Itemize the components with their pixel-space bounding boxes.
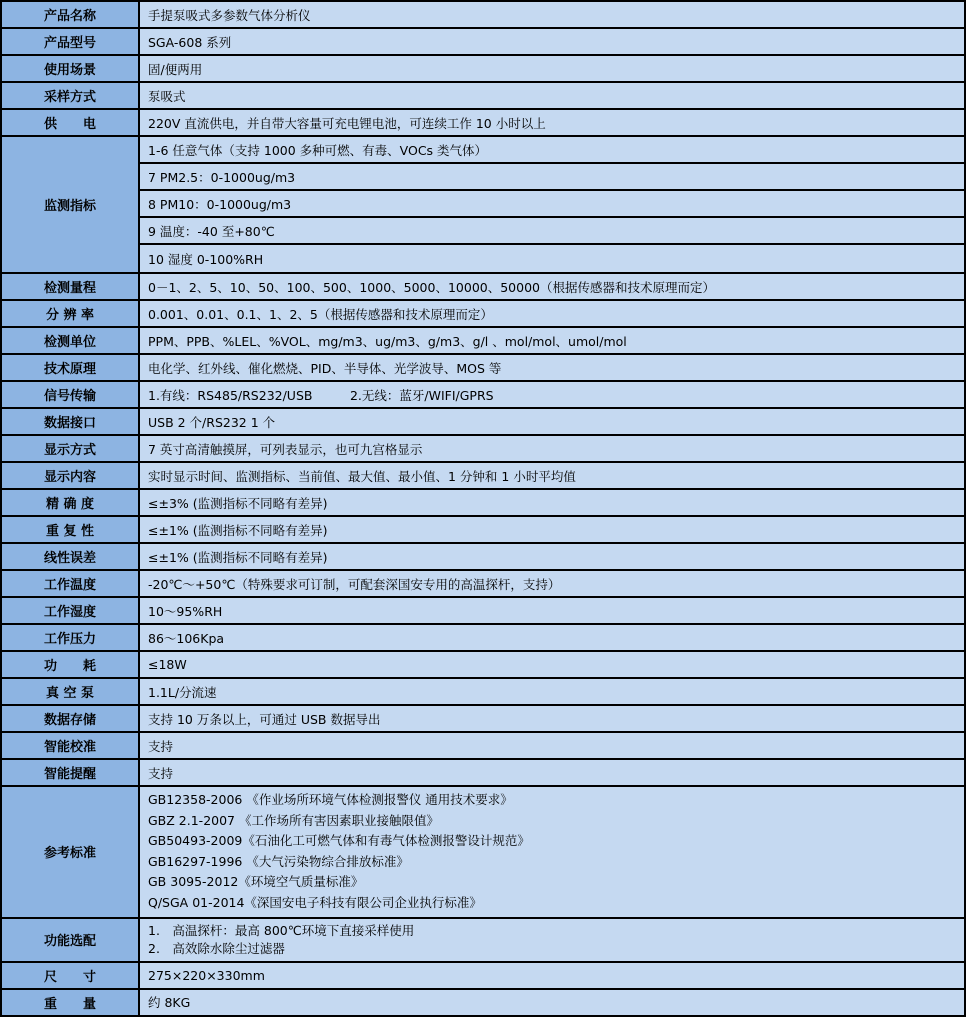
- row-value-area: [140, 301, 964, 326]
- row-value: 手提泵吸式多参数气体分析仪: [148, 7, 311, 23]
- row-value-area: [140, 760, 964, 785]
- row-value-area: [140, 787, 964, 917]
- table-row: [2, 29, 964, 56]
- table-row: [2, 733, 964, 760]
- table-row: [2, 83, 964, 110]
- row-value-area: [140, 679, 964, 704]
- table-row: [2, 652, 964, 679]
- row-value: 0.001、0.01、0.1、1、2、5（根据传感器和技术原理而定）: [148, 306, 493, 322]
- row-value-area: [140, 355, 964, 380]
- table-row: [2, 598, 964, 625]
- table-row: [2, 517, 964, 544]
- row-value: ≤±1% (监测指标不同略有差异): [148, 549, 328, 565]
- row-label: 产品型号: [2, 29, 140, 54]
- row-label: 真 空 泵: [2, 679, 140, 704]
- row-value: ≤18W: [148, 657, 187, 672]
- table-row: [2, 436, 964, 463]
- table-row: [2, 463, 964, 490]
- row-value-line: GB50493-2009《石油化工可燃气体和有毒气体检测报警设计规范》: [148, 833, 530, 849]
- table-row: [2, 963, 964, 990]
- row-label: 数据存储: [2, 706, 140, 731]
- table-row: [2, 760, 964, 787]
- row-label: 智能校准: [2, 733, 140, 758]
- row-value-area: [140, 2, 964, 27]
- table-row: [2, 355, 964, 382]
- row-value-line: GBZ 2.1-2007 《工作场所有害因素职业接触限值》: [148, 812, 439, 828]
- row-value: 电化学、红外线、催化燃烧、PID、半导体、光学波导、MOS 等: [148, 360, 502, 376]
- row-value: 1.1L/分流速: [148, 684, 217, 700]
- row-label: 信号传输: [2, 382, 140, 407]
- row-label: 功 耗: [2, 652, 140, 677]
- row-value: 约 8KG: [148, 995, 191, 1011]
- table-row: [2, 990, 964, 1017]
- row-label: 数据接口: [2, 409, 140, 434]
- row-label: 使用场景: [2, 56, 140, 81]
- row-value-line: Q/SGA 01-2014《深国安电子科技有限公司企业执行标准》: [148, 894, 482, 910]
- table-row: [2, 137, 964, 274]
- row-label: 重 量: [2, 990, 140, 1015]
- row-value-area: [140, 56, 964, 81]
- table-row: [2, 544, 964, 571]
- row-value-area: [140, 517, 964, 542]
- row-value: 1.有线：RS485/RS232/USB 2.无线：蓝牙/WIFI/GPRS: [148, 387, 494, 403]
- row-value: ≤±3% (监测指标不同略有差异): [148, 495, 328, 511]
- row-value-area: [140, 409, 964, 434]
- row-sub-value: 1-6 任意气体（支持 1000 多种可燃、有毒、VOCs 类气体）: [140, 137, 964, 164]
- row-label: 功能选配: [2, 919, 140, 961]
- row-sub-value: 8 PM10：0-1000ug/m3: [140, 191, 964, 218]
- row-value-area: [140, 463, 964, 488]
- table-row: [2, 409, 964, 436]
- row-label: 线性误差: [2, 544, 140, 569]
- row-sub-value: 7 PM2.5：0-1000ug/m3: [140, 164, 964, 191]
- row-value-area: [140, 29, 964, 54]
- row-value-area: [140, 919, 964, 961]
- row-value-area: [140, 274, 964, 299]
- row-value-area: [140, 83, 964, 108]
- row-value: USB 2 个/RS232 1 个: [148, 414, 276, 430]
- row-value: 275×220×330mm: [148, 967, 265, 983]
- row-value-area: [140, 544, 964, 569]
- row-value-line: GB16297-1996 《大气污染物综合排放标准》: [148, 853, 409, 869]
- row-value-area: [140, 625, 964, 650]
- row-value-area: [140, 490, 964, 515]
- row-value-area: [140, 571, 964, 596]
- row-value: 支持 10 万条以上，可通过 USB 数据导出: [148, 711, 381, 727]
- row-label: 供 电: [2, 110, 140, 135]
- row-value-area: [140, 963, 964, 988]
- row-value-area: [140, 110, 964, 135]
- row-label: 技术原理: [2, 355, 140, 380]
- table-row: [2, 328, 964, 355]
- table-row: [2, 274, 964, 301]
- table-row: [2, 706, 964, 733]
- row-label: 工作压力: [2, 625, 140, 650]
- row-label: 工作温度: [2, 571, 140, 596]
- row-label: 检测单位: [2, 328, 140, 353]
- table-row: [2, 110, 964, 137]
- row-value-area: [140, 382, 964, 407]
- row-value-line: GB 3095-2012《环境空气质量标准》: [148, 874, 364, 890]
- row-value: PPM、PPB、%LEL、%VOL、mg/m3、ug/m3、g/m3、g/l 、mol/mol、umol/mol: [148, 333, 627, 349]
- row-label: 参考标准: [2, 787, 140, 917]
- table-row: [2, 382, 964, 409]
- row-value-area: [140, 706, 964, 731]
- row-value-area: [140, 733, 964, 758]
- row-value-line: 1. 高温探杆：最高 800℃环境下直接采样使用: [148, 922, 415, 938]
- row-value: 泵吸式: [148, 88, 186, 104]
- row-sub-value: 10 湿度 0-100%RH: [148, 251, 264, 267]
- row-value-area: [140, 598, 964, 623]
- row-value: ≤±1% (监测指标不同略有差异): [148, 522, 328, 538]
- row-label: 采样方式: [2, 83, 140, 108]
- table-row: [2, 301, 964, 328]
- row-label: 监测指标: [2, 137, 140, 272]
- table-row: [2, 56, 964, 83]
- row-value: 0－1、2、5、10、50、100、500、1000、5000、10000、50000（根据传感器和技术原理而定）: [148, 279, 715, 295]
- row-value: 支持: [148, 765, 174, 781]
- row-value: 实时显示时间、监测指标、当前值、最大值、最小值、1 分钟和 1 小时平均值: [148, 468, 576, 484]
- row-value: 220V 直流供电，并自带大容量可充电锂电池，可连续工作 10 小时以上: [148, 115, 546, 131]
- row-value: 支持: [148, 738, 174, 754]
- table-row: [2, 679, 964, 706]
- row-label: 显示方式: [2, 436, 140, 461]
- row-label: 精 确 度: [2, 490, 140, 515]
- row-value-area: [140, 990, 964, 1015]
- row-value-line: GB12358-2006 《作业场所环境气体检测报警仪 通用技术要求》: [148, 792, 513, 807]
- table-row: [2, 625, 964, 652]
- row-value-area: [140, 328, 964, 353]
- table-row: [2, 571, 964, 598]
- row-label: 工作湿度: [2, 598, 140, 623]
- row-label: 检测量程: [2, 274, 140, 299]
- row-value-area: [140, 652, 964, 677]
- row-value: SGA-608 系列: [148, 34, 232, 50]
- row-value: 86～106Kpa: [148, 630, 225, 646]
- row-value-line: 2. 高效除水除尘过滤器: [148, 940, 285, 956]
- row-label: 显示内容: [2, 463, 140, 488]
- row-label: 尺 寸: [2, 963, 140, 988]
- row-label: 产品名称: [2, 2, 140, 27]
- row-value: -20℃～+50℃（特殊要求可订制，可配套深国安专用的高温探杆，支持）: [148, 576, 561, 592]
- table-row: [2, 2, 964, 29]
- table-row: [2, 919, 964, 963]
- row-value: 固/便两用: [148, 61, 203, 77]
- row-label: 分 辨 率: [2, 301, 140, 326]
- row-sub-value: 9 温度：-40 至+80℃: [140, 218, 964, 245]
- row-value: 10～95%RH: [148, 603, 223, 619]
- row-value-area: [140, 436, 964, 461]
- row-label: 重 复 性: [2, 517, 140, 542]
- row-value: 7 英寸高清触摸屏，可列表显示，也可九宫格显示: [148, 441, 423, 457]
- table-row: [2, 787, 964, 919]
- row-label: 智能提醒: [2, 760, 140, 785]
- table-row: [2, 490, 964, 517]
- row-value-area: [140, 137, 964, 272]
